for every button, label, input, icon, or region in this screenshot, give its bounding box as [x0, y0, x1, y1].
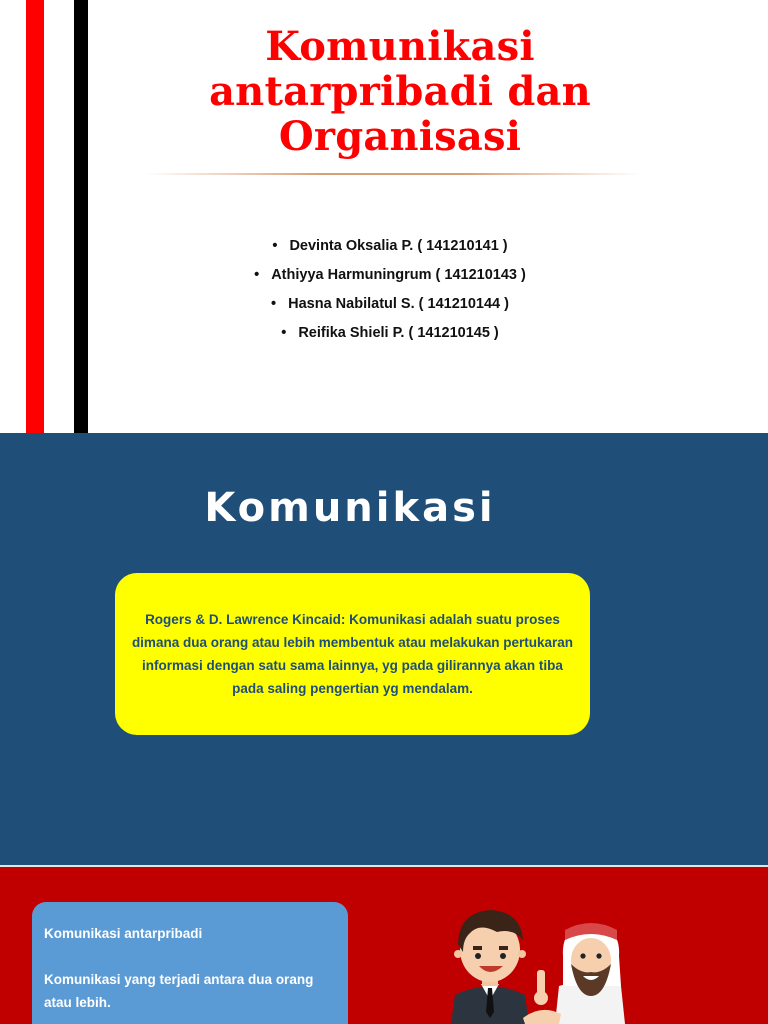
author-item: [190, 319, 590, 348]
info-heading: Komunikasi antarpribadi: [44, 926, 203, 941]
author-item: [190, 261, 590, 290]
info-body: Komunikasi yang terjadi antara dua orang atau lebih.: [44, 972, 314, 1010]
handshake-illustration: [425, 900, 655, 1024]
author-list: [190, 232, 590, 348]
definition-slide: [0, 433, 768, 865]
interpersonal-slide: [0, 865, 768, 1024]
slide-title: Komunikasi: [204, 485, 496, 531]
author-item: [190, 232, 590, 261]
presentation-title: [130, 24, 670, 159]
definition-box: [115, 573, 590, 735]
bullet-icon: •: [254, 267, 260, 283]
black-stripe: [74, 0, 88, 433]
businessman-icon: [451, 910, 529, 1024]
title-divider: [145, 173, 640, 175]
bullet-icon: •: [281, 325, 287, 341]
slide-divider: [0, 865, 768, 867]
sheikh-icon: [534, 923, 625, 1024]
title-line-2: antarpribadi dan: [209, 68, 591, 115]
title-line-1: Komunikasi: [265, 23, 535, 70]
author-name: Hasna Nabilatul S. ( 141210144 ): [288, 296, 509, 312]
red-stripe: [26, 0, 44, 433]
title-slide: [0, 0, 768, 433]
author-name: Reifika Shieli P. ( 141210145 ): [298, 325, 499, 341]
handshake-hands-icon: [523, 1010, 561, 1024]
definition-text: Rogers & D. Lawrence Kincaid: Komunikasi adalah suatu proses dimana dua orang atau lebih membentuk atau melakukan pertukaran informasi dengan satu sama lainnya, yg pada gilirannya akan tiba pada saling pengertian yg mendalam.: [131, 612, 574, 696]
bullet-icon: •: [272, 238, 278, 254]
author-item: [190, 290, 590, 319]
author-name: Athiyya Harmuningrum ( 141210143 ): [271, 267, 526, 283]
author-name: Devinta Oksalia P. ( 141210141 ): [289, 238, 508, 254]
info-box: [32, 902, 348, 1024]
bullet-icon: •: [271, 296, 277, 312]
title-line-3: Organisasi: [278, 113, 522, 160]
